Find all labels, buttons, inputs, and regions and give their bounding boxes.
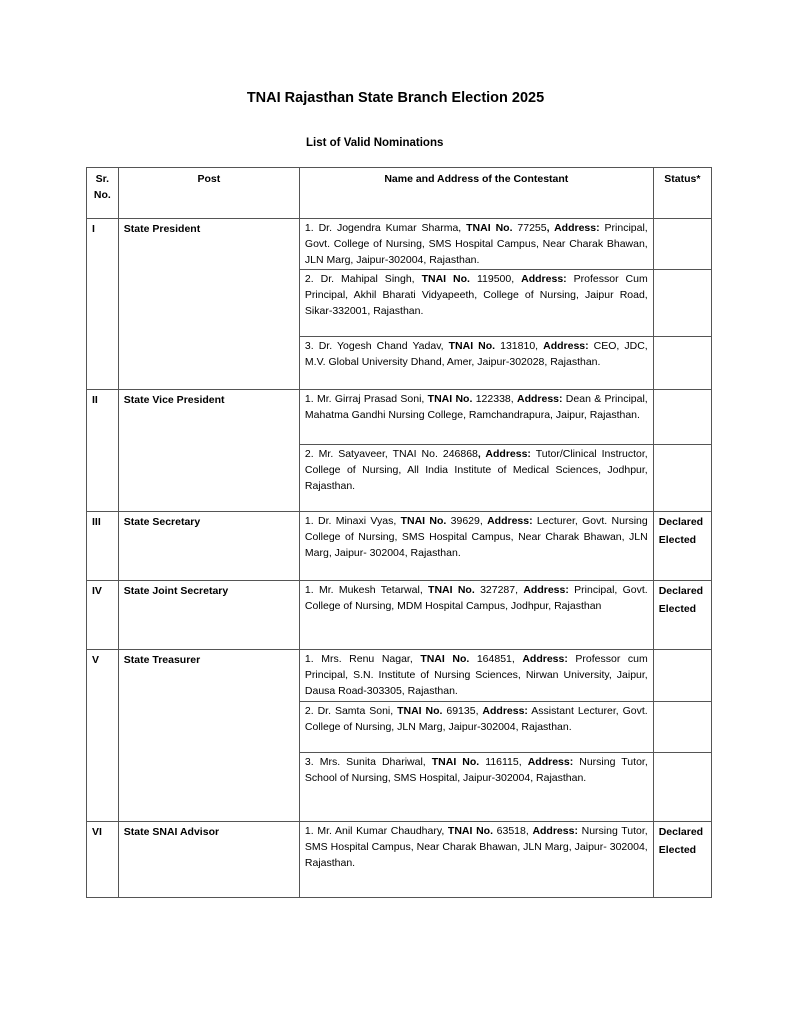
contestant-name: 3. Mrs. Sunita Dhariwal, — [304, 756, 432, 768]
contestant-address: Lecturer, Govt. Nursing College of Nursing, SMS Hospital Campus, Near Charak Bhawan, JLN Marg, Jaipur- 302004, Rajasthan. — [304, 515, 648, 559]
header-sr-no: Sr. No. — [87, 168, 119, 219]
tnai-label: TNAI No. — [420, 653, 470, 665]
contestant-cell — [299, 219, 653, 270]
contestant-address: Professor cum Principal, S.N. Institute of Nursing Sciences, Nirwan University, Jaipur, Dausa Road-303305, Rajasthan. — [304, 653, 648, 697]
status-cell — [653, 337, 711, 390]
contestant-name: 2. Dr. Samta Soni, — [304, 705, 398, 717]
address-label: Address: — [523, 584, 569, 596]
header-post: Post — [118, 168, 299, 219]
tnai-number: 116115, — [479, 756, 528, 768]
contestant-name: 3. Dr. Yogesh Chand Yadav, — [304, 340, 449, 352]
address-label: Address: — [527, 756, 574, 768]
nominations-table — [86, 167, 712, 898]
sr-no-cell: V — [87, 650, 119, 822]
post-cell: State Secretary — [118, 512, 299, 581]
sr-no-cell: III — [87, 512, 119, 581]
tnai-number: 122338, — [472, 393, 517, 405]
contestant-address: Dean & Principal, Mahatma Gandhi Nursing College, Ramchandrapura, Jaipur, Rajasthan. — [304, 393, 648, 421]
table-header-row — [87, 168, 712, 219]
tnai-number: 327287, — [474, 584, 524, 596]
table-row — [87, 822, 712, 898]
status-cell — [653, 650, 711, 702]
contestant-cell — [299, 581, 653, 650]
status-cell — [653, 445, 711, 512]
contestant-name: 1. Mr. Girraj Prasad Soni, — [304, 393, 428, 405]
contestant-address: Assistant Lecturer, Govt. College of Nursing, JLN Marg, Jaipur-302004, Rajasthan. — [304, 705, 648, 733]
status-cell — [653, 270, 711, 337]
contestant-address: Principal, Govt. College of Nursing, SMS Hospital Campus, Near Charak Bhawan, JLN Marg, Jaipur-302004, Rajasthan. — [304, 222, 648, 266]
status-cell: Declared Elected — [653, 822, 711, 898]
contestant-cell — [299, 270, 653, 337]
table-row — [87, 512, 712, 581]
contestant-name: 1. Dr. Jogendra Kumar Sharma, — [304, 222, 467, 234]
address-label: Address: — [522, 653, 568, 665]
post-cell: State Vice President — [118, 390, 299, 512]
contestant-cell — [299, 390, 653, 445]
document-subtitle: List of Valid Nominations — [306, 137, 444, 149]
status-cell — [653, 702, 711, 753]
tnai-label: TNAI No. — [447, 825, 493, 837]
address-label: Address: — [521, 273, 567, 285]
status-cell — [653, 219, 711, 270]
post-cell: State President — [118, 219, 299, 390]
tnai-number: 69135, — [442, 705, 483, 717]
tnai-label: TNAI No. — [397, 705, 443, 717]
address-label: Address: — [532, 825, 578, 837]
table-row — [87, 581, 712, 650]
address-label: , Address: — [546, 222, 600, 234]
contestant-address: CEO, JDC, M.V. Global University Dhand, Amer, Jaipur-302028, Rajasthan. — [304, 340, 648, 368]
tnai-label: TNAI No. — [431, 756, 480, 768]
status-cell — [653, 390, 711, 445]
contestant-cell — [299, 512, 653, 581]
table-row — [87, 650, 712, 702]
post-cell: State Treasurer — [118, 650, 299, 822]
tnai-number: 119500, — [469, 273, 522, 285]
post-cell: State SNAI Advisor — [118, 822, 299, 898]
table-row — [87, 390, 712, 445]
address-label: Address: — [543, 340, 589, 352]
contestant-name: 2. Mr. Satyaveer, TNAI No. 246868 — [304, 448, 478, 460]
contestant-name: 1. Dr. Minaxi Vyas, — [304, 515, 401, 527]
contestant-cell — [299, 702, 653, 753]
contestant-address: Nursing Tutor, SMS Hospital Campus, Near Charak Bhawan, JLN Marg, Jaipur- 302004, Rajasthan. — [304, 825, 648, 869]
contestant-name: 1. Mrs. Renu Nagar, — [304, 653, 421, 665]
sr-no-cell: II — [87, 390, 119, 512]
tnai-number: 131810, — [495, 340, 544, 352]
post-cell: State Joint Secretary — [118, 581, 299, 650]
tnai-number: 77255 — [512, 222, 547, 234]
table-row — [87, 219, 712, 270]
tnai-label: TNAI No. — [400, 515, 447, 527]
status-cell: Declared Elected — [653, 512, 711, 581]
status-cell — [653, 753, 711, 822]
contestant-cell — [299, 445, 653, 512]
tnai-number: 63518, — [493, 825, 533, 837]
sr-no-cell: I — [87, 219, 119, 390]
header-status: Status* — [653, 168, 711, 219]
tnai-number: 164851, — [469, 653, 523, 665]
contestant-address: Tutor/Clinical Instructor, College of Nursing, All India Institute of Medical Sciences, Jodhpur, Rajasthan. — [304, 448, 648, 492]
tnai-label: TNAI No. — [448, 340, 496, 352]
header-name-address: Name and Address of the Contestant — [299, 168, 653, 219]
sr-no-cell: IV — [87, 581, 119, 650]
tnai-label: TNAI No. — [421, 273, 470, 285]
address-label: Address: — [487, 515, 533, 527]
tnai-label: TNAI No. — [427, 393, 473, 405]
tnai-label: TNAI No. — [466, 222, 513, 234]
contestant-address: Principal, Govt. College of Nursing, MDM Hospital Campus, Jodhpur, Rajasthan — [304, 584, 648, 612]
tnai-number: 39629, — [446, 515, 488, 527]
contestant-cell — [299, 822, 653, 898]
contestant-cell — [299, 650, 653, 702]
address-label: Address: — [482, 705, 528, 717]
document-title: TNAI Rajasthan State Branch Election 2025 — [246, 90, 545, 106]
contestant-cell — [299, 337, 653, 390]
contestant-cell — [299, 753, 653, 822]
status-cell: Declared Elected — [653, 581, 711, 650]
tnai-label: TNAI No. — [428, 584, 475, 596]
contestant-name: 1. Mr. Mukesh Tetarwal, — [304, 584, 429, 596]
sr-no-cell: VI — [87, 822, 119, 898]
table-body — [87, 219, 712, 898]
contestant-name: 2. Dr. Mahipal Singh, — [304, 273, 422, 285]
contestant-name: 1. Mr. Anil Kumar Chaudhary, — [304, 825, 448, 837]
address-label: Address: — [516, 393, 563, 405]
contestant-address: Nursing Tutor, School of Nursing, SMS Hospital, Jaipur-302004, Rajasthan. — [304, 756, 648, 784]
contestant-address: Professor Cum Principal, Akhil Bharati Vidyapeeth, College of Nursing, Jaipur Road, Sikar-332001, Rajasthan. — [304, 273, 648, 317]
address-label: , Address: — [477, 448, 531, 460]
